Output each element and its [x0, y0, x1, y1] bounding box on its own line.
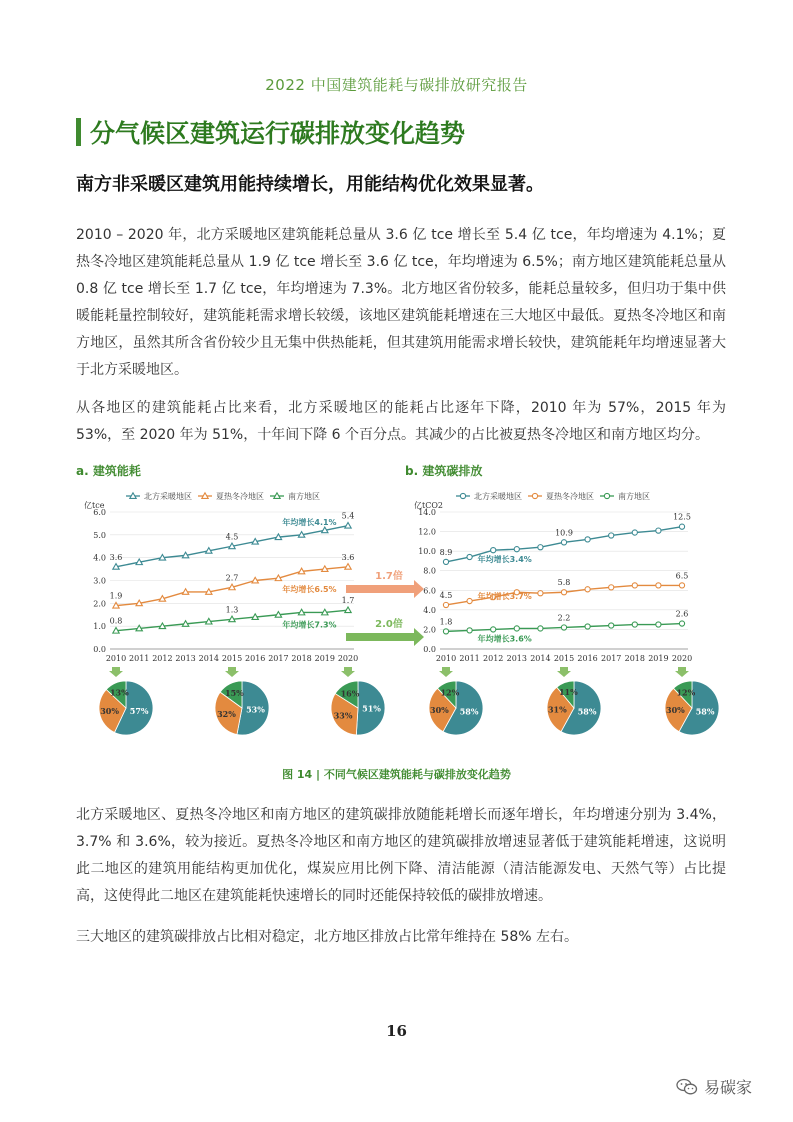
x-tick-0: 2014	[198, 654, 219, 663]
y-tick-0: 0.0	[93, 645, 106, 654]
data-label-1-0: 8.9	[439, 547, 453, 557]
x-tick-1: 2016	[577, 654, 598, 663]
data-label-1-1: 4.5	[439, 590, 453, 600]
watermark-text: 易碳家	[704, 1078, 753, 1097]
y-tick-0: 3.0	[93, 576, 106, 586]
x-tick-0: 2015	[221, 654, 243, 663]
legend-marker-1-1	[532, 493, 537, 498]
data-point-1-2	[443, 629, 448, 634]
pie-arrow-1-1	[557, 667, 571, 677]
y-unit-1: 亿tCO2	[414, 501, 443, 510]
legend-marker-1-2	[604, 493, 609, 498]
data-point-1-0	[443, 559, 448, 564]
data-point-1-0	[656, 528, 661, 533]
pie-label-0-1-1: 32%	[217, 709, 236, 720]
legend-label-0-1: 夏热冬冷地区	[216, 492, 264, 501]
data-point-1-1	[585, 587, 590, 592]
pie-label-0-1-0: 53%	[246, 704, 265, 715]
pie-label-1-2-0: 58%	[695, 706, 715, 717]
data-point-1-2	[491, 627, 496, 632]
data-label-1-0: 12.5	[673, 512, 691, 522]
data-label-0-0: 4.5	[225, 532, 239, 542]
data-label-1-2: 2.2	[557, 613, 571, 623]
data-label-0-1: 3.6	[341, 552, 355, 562]
y-tick-0: 1.0	[93, 622, 106, 632]
pie-label-1-0-1: 30%	[430, 705, 449, 716]
x-tick-0: 2011	[129, 654, 150, 663]
data-point-1-0	[538, 545, 543, 550]
data-point-1-0	[632, 530, 637, 535]
running-header: 2022 中国建筑能耗与碳排放研究报告	[265, 76, 528, 94]
growth-annotation-0-1: 年均增长6.5%	[282, 585, 337, 595]
data-label-0-0: 5.4	[341, 511, 355, 521]
x-tick-0: 2013	[175, 654, 196, 663]
x-tick-1: 2017	[601, 654, 622, 663]
data-label-0-0: 3.6	[109, 552, 123, 562]
data-point-0-0	[345, 523, 351, 529]
data-point-1-0	[609, 533, 614, 538]
data-label-1-2: 2.6	[675, 609, 689, 619]
data-label-1-0: 10.9	[555, 528, 573, 538]
pie-label-1-1-0: 58%	[577, 706, 597, 717]
x-tick-1: 2014	[530, 654, 551, 663]
pie-label-1-1-2: 11%	[558, 687, 578, 698]
growth-annotation-1-1: 年均增长3.7%	[477, 592, 532, 602]
paragraph-carbon-growth: 北方采暖地区、夏热冬冷地区和南方地区的建筑碳排放随能耗增长而逐年增长，年均增速分别为 3.4%，3.7% 和 3.6%，较为接近。夏热冬冷地区和南方地区的建筑碳排放增速显著低于建筑能耗增速，这说明此二地区的建筑用能结构更加优化，煤炭应用比例下降、清洁能源（清洁能源发电、天然气等）占比提高，这使得此二地区在建筑能耗快速增长的同时还能保持较低的碳排放增速。	[76, 807, 726, 904]
x-tick-1: 2019	[648, 654, 669, 663]
x-tick-1: 2011	[459, 654, 480, 663]
pie-label-1-0-0: 58%	[459, 706, 479, 717]
chart-b-title: b. 建筑碳排放	[405, 464, 483, 478]
data-label-1-2: 1.8	[439, 617, 453, 627]
data-point-1-0	[585, 537, 590, 542]
x-tick-1: 2018	[624, 654, 645, 663]
data-point-1-2	[467, 628, 472, 633]
y-tick-0: 2.0	[93, 599, 106, 609]
paragraph-energy-growth: 2010 – 2020 年，北方采暖地区建筑能耗总量从 3.6 亿 tce 增长至 5.4 亿 tce，年均增速为 4.1%；夏热冬冷地区建筑能耗总量从 1.9 亿 tce 增长至 3.6 亿 tce，年均增速为 6.5%；南方地区建筑能耗总量从 0.8 亿 tce 增长至 1.7 亿 tce，年均增速为 7.3%。北方地区省份较多，能耗总量较多，但归功于集中供暖能耗量控制较好，建筑能耗需求增长较缓，该地区建筑能耗增速在三大地区中最低。夏热冬冷地区和南方地区，虽然其所含省份较少且无集中供热能耗，但其建筑用能需求增长较快，建筑能耗年均增速显著大于北方采暖地区。	[76, 227, 726, 378]
y-tick-1: 4.0	[423, 605, 436, 615]
data-point-1-1	[679, 583, 684, 588]
x-tick-0: 2018	[291, 654, 312, 663]
x-tick-0: 2012	[152, 654, 173, 663]
pie-arrow-0-2	[341, 667, 355, 677]
x-tick-0: 2010	[105, 654, 127, 663]
data-point-1-0	[514, 547, 519, 552]
ratio-arrow-top	[346, 580, 424, 598]
data-point-1-1	[609, 585, 614, 590]
data-point-1-0	[491, 548, 496, 553]
x-tick-0: 2017	[268, 654, 289, 663]
growth-annotation-1-0: 年均增长3.4%	[477, 555, 532, 565]
growth-annotation-0-2: 年均增长7.3%	[282, 620, 337, 630]
legend-label-0-0: 北方采暖地区	[144, 492, 192, 501]
data-point-1-1	[443, 602, 448, 607]
pie-label-0-0-1: 30%	[100, 706, 119, 717]
pie-arrow-0-0	[109, 667, 123, 677]
data-point-1-2	[656, 622, 661, 627]
pie-label-0-2-2: 16%	[340, 688, 360, 699]
x-tick-0: 2019	[314, 654, 335, 663]
data-point-1-1	[538, 591, 543, 596]
section-title: 分气候区建筑运行碳排放变化趋势	[90, 119, 466, 148]
figure-14-charts	[76, 478, 726, 760]
data-label-0-1: 1.9	[109, 591, 123, 601]
data-point-1-2	[538, 626, 543, 631]
section-accent-bar	[76, 118, 81, 146]
page-number: 16	[386, 1022, 407, 1040]
pie-arrow-1-2	[675, 667, 689, 677]
pie-label-1-0-2: 12%	[440, 687, 460, 698]
legend-label-1-1: 夏热冬冷地区	[546, 492, 594, 501]
x-tick-0: 2016	[245, 654, 266, 663]
paragraph-carbon-share: 三大地区的建筑碳排放占比相对稳定，北方地区排放占比常年维持在 58% 左右。	[76, 929, 579, 945]
pie-label-0-1-2: 15%	[225, 688, 244, 699]
x-tick-1: 2020	[671, 654, 693, 663]
pie-label-1-1-1: 31%	[547, 704, 567, 715]
x-tick-1: 2015	[553, 654, 575, 663]
pie-label-0-0-2: 13%	[109, 687, 129, 698]
legend-label-0-2: 南方地区	[288, 492, 320, 501]
wechat-icon	[676, 1078, 698, 1096]
pie-label-0-0-0: 57%	[129, 705, 149, 716]
y-tick-1: 10.0	[418, 547, 436, 557]
pie-label-0-2-1: 33%	[333, 710, 353, 721]
y-tick-1: 6.0	[423, 586, 436, 596]
y-tick-1: 12.0	[418, 527, 436, 537]
sub-heading: 南方非采暖区建筑用能持续增长，用能结构优化效果显著。	[76, 174, 544, 195]
y-tick-0: 6.0	[93, 508, 106, 517]
data-point-1-1	[656, 583, 661, 588]
chart-a-title: a. 建筑能耗	[76, 464, 141, 478]
data-point-1-2	[679, 621, 684, 626]
pie-label-1-2-2: 12%	[676, 687, 696, 698]
watermark	[676, 1075, 752, 1098]
data-point-1-0	[679, 524, 684, 529]
data-point-1-2	[632, 622, 637, 627]
pie-arrow-1-0	[439, 667, 453, 677]
data-label-0-2: 0.8	[109, 616, 123, 626]
growth-annotation-1-2: 年均增长3.6%	[477, 634, 532, 644]
pie-arrow-0-1	[225, 667, 239, 677]
y-tick-1: 8.0	[423, 566, 436, 576]
ratio-arrow-top-label: 1.7倍	[375, 571, 403, 582]
data-point-1-1	[467, 598, 472, 603]
data-point-1-2	[561, 625, 566, 630]
y-tick-0: 5.0	[93, 530, 106, 540]
x-tick-1: 2013	[506, 654, 527, 663]
x-tick-0: 2020	[337, 654, 359, 663]
y-tick-1: 0.0	[423, 645, 436, 654]
ratio-arrow-bottom-label: 2.0倍	[375, 619, 403, 630]
data-label-0-1: 2.7	[225, 573, 239, 583]
y-unit-0: 亿tce	[84, 501, 105, 510]
y-tick-1: 2.0	[423, 625, 436, 635]
data-point-1-2	[585, 624, 590, 629]
data-point-1-1	[561, 590, 566, 595]
pie-label-0-2-0: 51%	[362, 703, 381, 714]
y-tick-1: 14.0	[418, 508, 436, 517]
y-tick-0: 4.0	[93, 553, 106, 563]
growth-annotation-0-0: 年均增长4.1%	[282, 517, 337, 527]
legend-label-1-2: 南方地区	[618, 492, 650, 501]
ratio-arrow-bottom	[346, 628, 424, 646]
data-label-1-1: 5.8	[557, 578, 571, 588]
data-label-1-1: 6.5	[675, 571, 689, 581]
x-tick-1: 2010	[435, 654, 457, 663]
legend-marker-1-0	[460, 493, 465, 498]
data-point-1-0	[561, 540, 566, 545]
figure-caption: 图 14 | 不同气候区建筑能耗与碳排放变化趋势	[282, 768, 511, 781]
data-label-0-2: 1.3	[225, 605, 239, 615]
paragraph-energy-share: 从各地区的建筑能耗占比来看，北方采暖地区的能耗占比逐年下降，2010 年为 57%，2015 年为 53%，至 2020 年为 51%，十年间下降 6 个百分点。其减少的占比被夏热冬冷地区和南方地区均分。	[76, 400, 726, 443]
pie-label-1-2-1: 30%	[666, 705, 685, 716]
data-point-1-0	[467, 554, 472, 559]
data-label-0-2: 1.7	[341, 596, 355, 606]
data-point-1-2	[514, 626, 519, 631]
legend-label-1-0: 北方采暖地区	[474, 492, 522, 501]
data-point-1-2	[609, 623, 614, 628]
data-point-1-1	[632, 583, 637, 588]
x-tick-1: 2012	[483, 654, 504, 663]
